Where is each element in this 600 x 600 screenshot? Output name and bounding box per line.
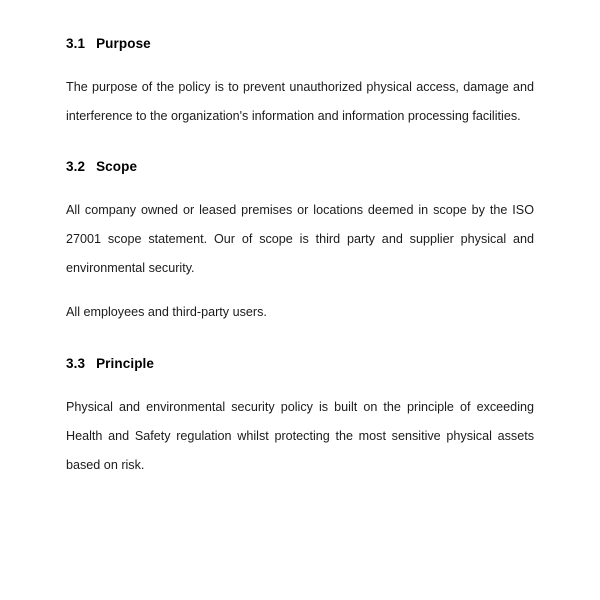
paragraph-scope: All company owned or leased premises or locations deemed in scope by the ISO 27001 scope statement. Our of scope is third party and supplier physical and environmental security. bbox=[66, 203, 534, 275]
paragraph-purpose: The purpose of the policy is to prevent unauthorized physical access, damage and interference to the organization's information and information processing facilities. bbox=[66, 80, 534, 123]
paragraph-principle: Physical and environmental security policy is built on the principle of exceeding Health and Safety regulation whilst protecting the most sensitive physical assets based on risk. bbox=[66, 400, 534, 472]
section-title: Scope bbox=[96, 159, 138, 174]
section-number: 3.2 bbox=[66, 159, 86, 174]
document-body bbox=[66, 0, 534, 493]
section-heading-scope bbox=[66, 159, 534, 175]
paragraph-scope-users: All employees and third-party users. bbox=[66, 305, 267, 319]
section-heading-purpose bbox=[66, 36, 534, 52]
section-title: Principle bbox=[96, 356, 154, 371]
section-number: 3.1 bbox=[66, 36, 86, 51]
section-number: 3.3 bbox=[66, 356, 86, 371]
section-heading-principle bbox=[66, 356, 534, 372]
section-title: Purpose bbox=[96, 36, 151, 51]
